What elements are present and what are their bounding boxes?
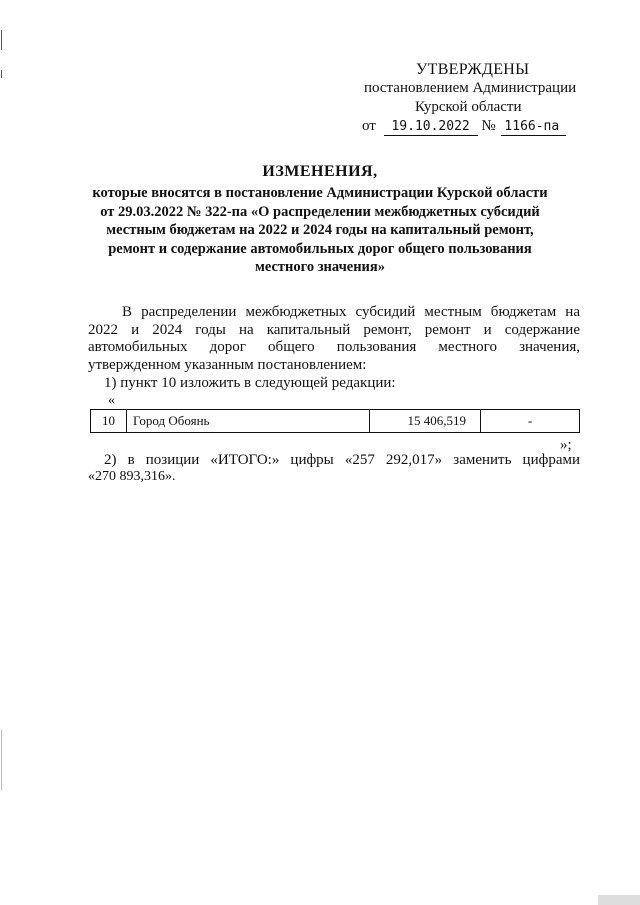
open-quote: «	[108, 393, 115, 408]
subsidy-table	[90, 409, 580, 433]
intro-text: В распределении межбюджетных субсидий местным бюджетам на 2022 и 2024 годы на капитальный ремонт, ремонт и содержание автомобильных дорог общего пользования местного значения, утвержденном указанным постановлением:	[88, 304, 580, 373]
item-1: 1) пункт 10 изложить в следующей редакции:	[104, 375, 396, 391]
table-cell-dash: -	[481, 410, 580, 433]
approval-date-line	[362, 117, 590, 136]
subtitle-line: от 29.03.2022 № 322-па «О распределении межбюджетных субсидий	[100, 203, 540, 220]
date-prefix: от	[362, 118, 376, 134]
table-cell-amount: 15 406,519	[370, 410, 481, 433]
scan-edge-mark	[1, 70, 2, 78]
item-2-continuation: «270 893,316».	[88, 469, 176, 484]
item-2-text: 2) в позиции «ИТОГО:» цифры «257 292,017» заменить цифрами	[104, 452, 580, 468]
approval-date: 19.10.2022	[384, 118, 478, 136]
approval-number: 1166-па	[501, 118, 566, 136]
number-prefix: №	[481, 118, 496, 134]
close-quote: »;	[560, 437, 572, 453]
intro-paragraph	[88, 304, 580, 374]
subtitle-line: местного значения»	[254, 259, 386, 275]
table-cell-number: 10	[91, 410, 127, 433]
approval-heading: УТВЕРЖДЕНЫ	[416, 61, 530, 78]
scan-edge-mark	[1, 30, 2, 50]
table-cell-municipality: Город Обоянь	[127, 410, 370, 433]
document-title: ИЗМЕНЕНИЯ,	[262, 163, 378, 180]
approval-block	[350, 60, 590, 136]
table-row	[91, 410, 580, 433]
approval-line-2: постановлением Администрации	[364, 80, 577, 96]
item-2	[88, 452, 580, 470]
subtitle-line: которые вносятся в постановление Администрации Курской области	[92, 185, 548, 201]
scan-edge-mark	[1, 730, 2, 790]
subtitle-line: ремонт и содержание автомобильных дорог общего пользования	[108, 240, 532, 257]
scan-corner-shadow	[598, 895, 640, 905]
subtitle-line: местным бюджетам на 2022 и 2024 годы на капитальный ремонт,	[106, 222, 534, 238]
approval-line-3: Курской области	[415, 99, 522, 115]
document-subtitle	[40, 184, 600, 277]
